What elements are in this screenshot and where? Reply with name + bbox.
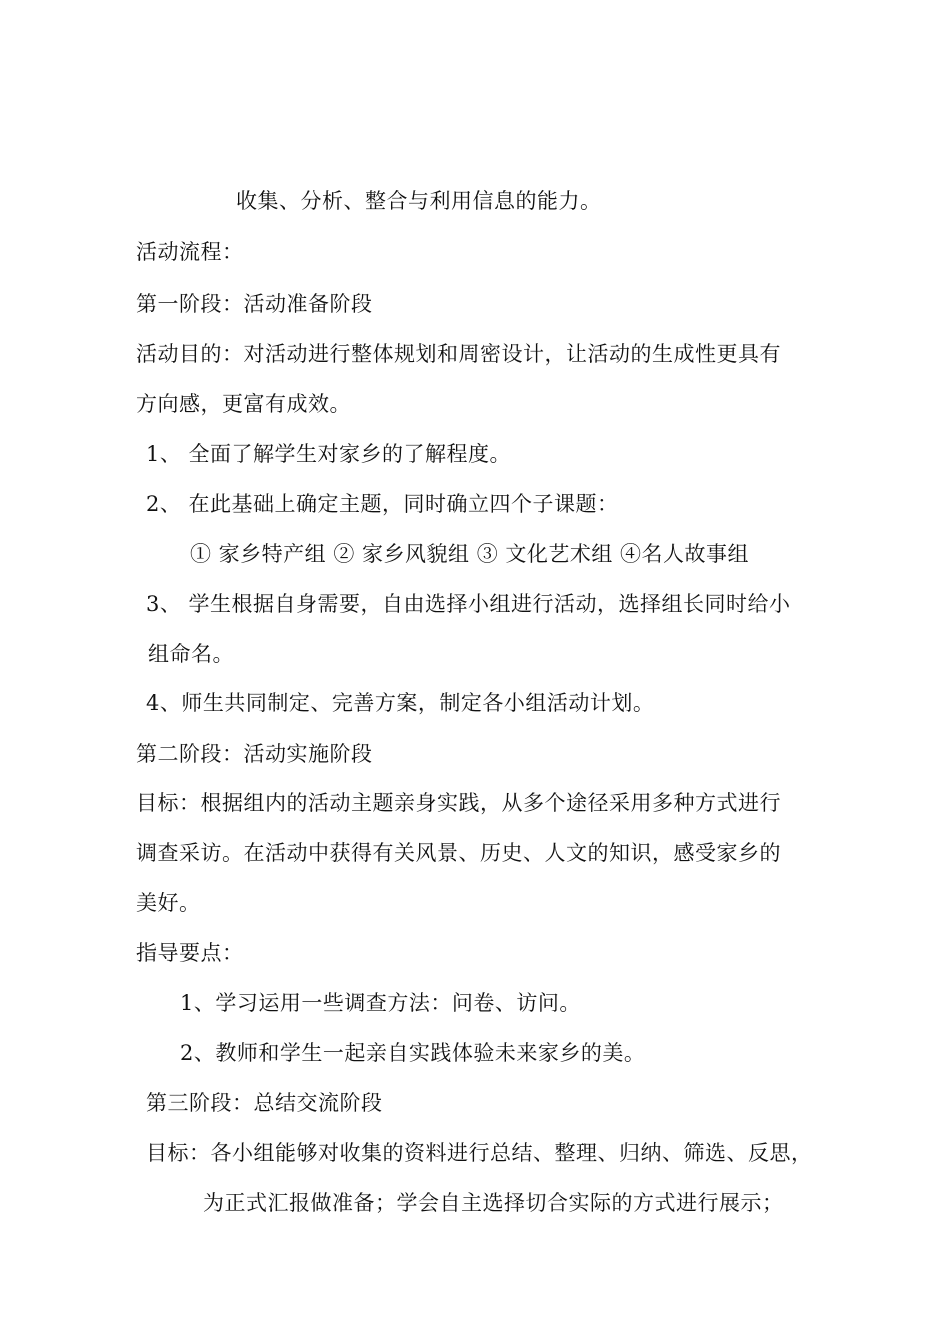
- text-line: 方向感，更富有成效。: [136, 392, 351, 416]
- list-item: 3、 学生根据自身需要，自由选择小组进行活动，选择组长同时给小: [146, 592, 791, 616]
- list-item: 2、教师和学生一起亲自实践体验未来家乡的美。: [180, 1041, 646, 1065]
- section-heading: 第三阶段：总结交流阶段: [146, 1091, 383, 1115]
- section-heading: 活动流程：: [136, 240, 244, 264]
- text-line: 为正式汇报做准备；学会自主选择切合实际的方式进行展示；: [203, 1191, 784, 1215]
- list-item: 1、 全面了解学生对家乡的了解程度。: [146, 442, 512, 466]
- list-item: 1、学习运用一些调查方法：问卷、访问。: [180, 991, 581, 1015]
- section-heading: 指导要点：: [136, 941, 244, 965]
- section-heading: 第一阶段：活动准备阶段: [136, 292, 373, 316]
- text-line: 组命名。: [148, 642, 234, 666]
- list-item: 2、 在此基础上确定主题，同时确立四个子课题：: [146, 492, 619, 516]
- section-heading: 第二阶段：活动实施阶段: [136, 742, 373, 766]
- text-line: 活动目的：对活动进行整体规划和周密设计，让活动的生成性更具有: [136, 342, 781, 366]
- text-line: 目标：各小组能够对收集的资料进行总结、整理、归纳、筛选、反思，: [146, 1141, 813, 1165]
- text-line: 调查采访。在活动中获得有关风景、历史、人文的知识，感受家乡的: [136, 841, 781, 865]
- text-line: 目标：根据组内的活动主题亲身实践，从多个途径采用多种方式进行: [136, 791, 781, 815]
- text-line: 美好。: [136, 891, 201, 915]
- list-item: ① 家乡特产组 ② 家乡风貌组 ③ 文化艺术组 ④名人故事组: [190, 542, 750, 566]
- list-item: 4、师生共同制定、完善方案，制定各小组活动计划。: [146, 691, 655, 715]
- text-line: 收集、分析、整合与利用信息的能力。: [236, 189, 602, 213]
